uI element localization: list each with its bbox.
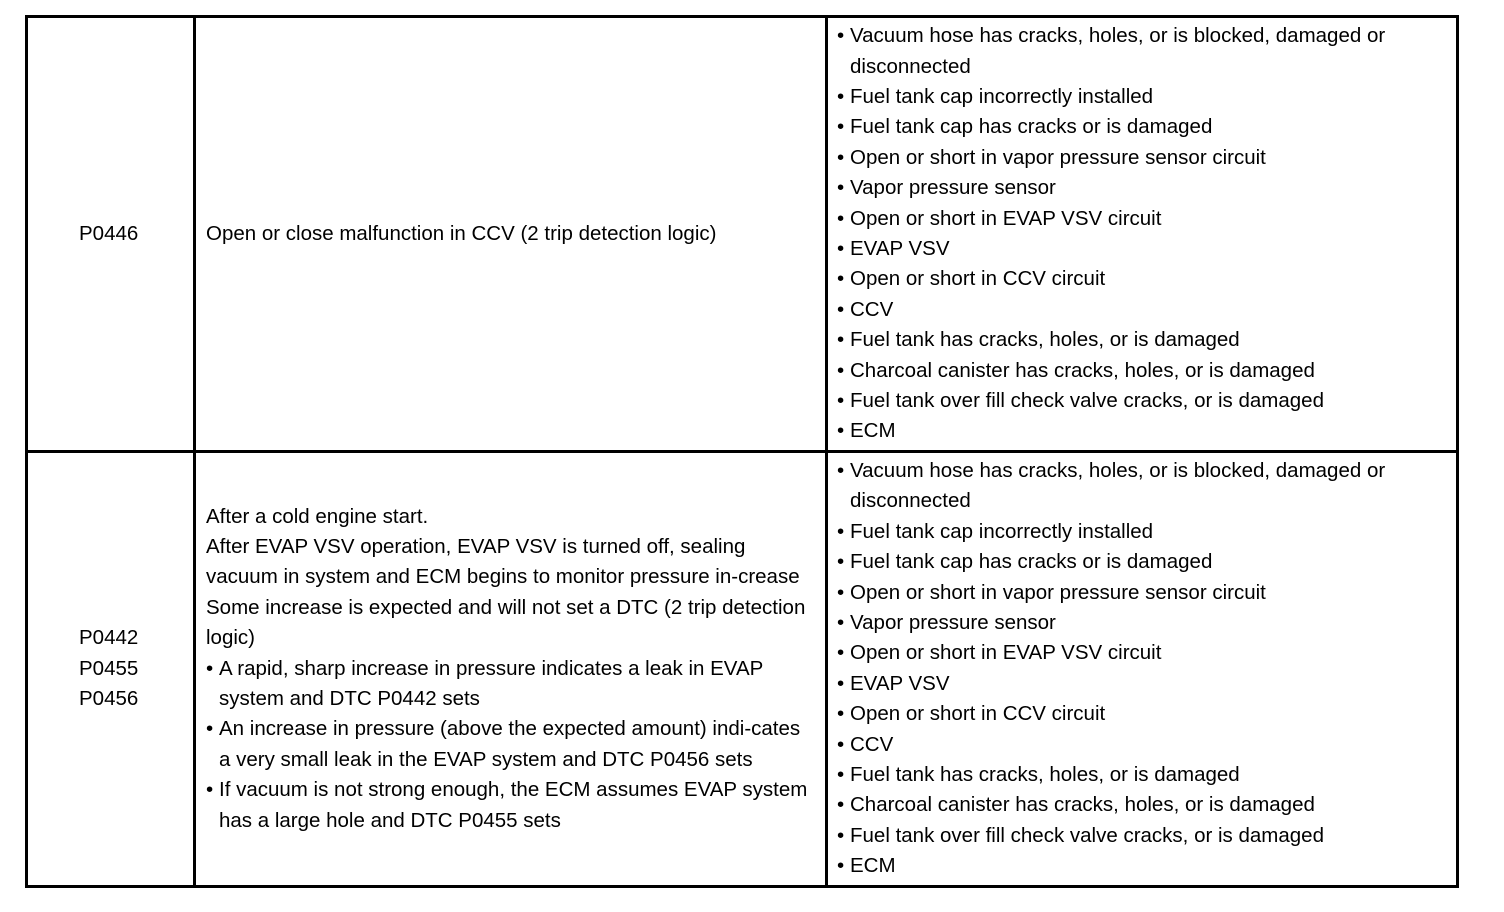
trouble-area-cell bbox=[827, 17, 1458, 452]
detection-condition-line: Some increase is expected and will not set a DTC (2 trip detection logic) bbox=[206, 595, 806, 650]
list-item: • If vacuum is not strong enough, the ECM assumes EVAP system has a large hole and DTC P0455 sets bbox=[206, 775, 815, 836]
list-item: • An increase in pressure (above the expected amount) indi-cates a very small leak in the EVAP system and DTC P0456 sets bbox=[206, 714, 815, 775]
detection-condition-text: Open or close malfunction in CCV (2 trip detection logic) bbox=[206, 221, 717, 245]
list-item: • Open or short in vapor pressure sensor circuit bbox=[837, 143, 1450, 173]
dtc-table bbox=[25, 15, 1459, 888]
list-item: • CCV bbox=[837, 730, 1450, 760]
list-item: • ECM bbox=[837, 416, 1450, 446]
dtc-code-cell bbox=[27, 452, 195, 887]
list-item: • Open or short in EVAP VSV circuit bbox=[837, 638, 1450, 668]
dtc-code: P0455 bbox=[79, 656, 139, 680]
list-item: • Open or short in EVAP VSV circuit bbox=[837, 204, 1450, 234]
trouble-area-list bbox=[837, 456, 1450, 882]
table-row bbox=[27, 17, 1458, 452]
list-item: • Fuel tank over fill check valve cracks, or is damaged bbox=[837, 386, 1450, 416]
table-row bbox=[27, 452, 1458, 887]
list-item: • Open or short in vapor pressure sensor circuit bbox=[837, 578, 1450, 608]
dtc-code: P0442 bbox=[79, 626, 139, 650]
list-item: • Open or short in CCV circuit bbox=[837, 264, 1450, 294]
list-item: • Fuel tank cap has cracks or is damaged bbox=[837, 112, 1450, 142]
detection-condition-line: After EVAP VSV operation, EVAP VSV is turned off, sealing vacuum in system and ECM begins to monitor pressure in-crease bbox=[206, 535, 800, 589]
list-item: • Open or short in CCV circuit bbox=[837, 699, 1450, 729]
list-item: • Fuel tank cap incorrectly installed bbox=[837, 82, 1450, 112]
trouble-area-cell bbox=[827, 452, 1458, 887]
detection-condition-bullets bbox=[206, 654, 815, 836]
detection-condition-line: After a cold engine start. bbox=[206, 504, 429, 528]
list-item: • EVAP VSV bbox=[837, 669, 1450, 699]
list-item: • Fuel tank has cracks, holes, or is damaged bbox=[837, 325, 1450, 355]
trouble-area-list bbox=[837, 21, 1450, 447]
dtc-code: P0446 bbox=[79, 221, 139, 245]
detection-condition-cell bbox=[195, 17, 827, 452]
dtc-code-cell bbox=[27, 17, 195, 452]
list-item: • Vacuum hose has cracks, holes, or is blocked, damaged or disconnected bbox=[837, 21, 1450, 82]
dtc-code: P0456 bbox=[79, 687, 139, 711]
list-item: • Vapor pressure sensor bbox=[837, 173, 1450, 203]
list-item: • A rapid, sharp increase in pressure indicates a leak in EVAP system and DTC P0442 sets bbox=[206, 654, 815, 715]
list-item: • CCV bbox=[837, 295, 1450, 325]
list-item: • Vacuum hose has cracks, holes, or is blocked, damaged or disconnected bbox=[837, 456, 1450, 517]
detection-condition-cell bbox=[195, 452, 827, 887]
list-item: • ECM bbox=[837, 851, 1450, 881]
list-item: • EVAP VSV bbox=[837, 234, 1450, 264]
list-item: • Fuel tank cap has cracks or is damaged bbox=[837, 547, 1450, 577]
list-item: • Fuel tank over fill check valve cracks, or is damaged bbox=[837, 821, 1450, 851]
list-item: • Charcoal canister has cracks, holes, or is damaged bbox=[837, 790, 1450, 820]
list-item: • Fuel tank cap incorrectly installed bbox=[837, 517, 1450, 547]
list-item: • Fuel tank has cracks, holes, or is damaged bbox=[837, 760, 1450, 790]
list-item: • Charcoal canister has cracks, holes, or is damaged bbox=[837, 356, 1450, 386]
list-item: • Vapor pressure sensor bbox=[837, 608, 1450, 638]
